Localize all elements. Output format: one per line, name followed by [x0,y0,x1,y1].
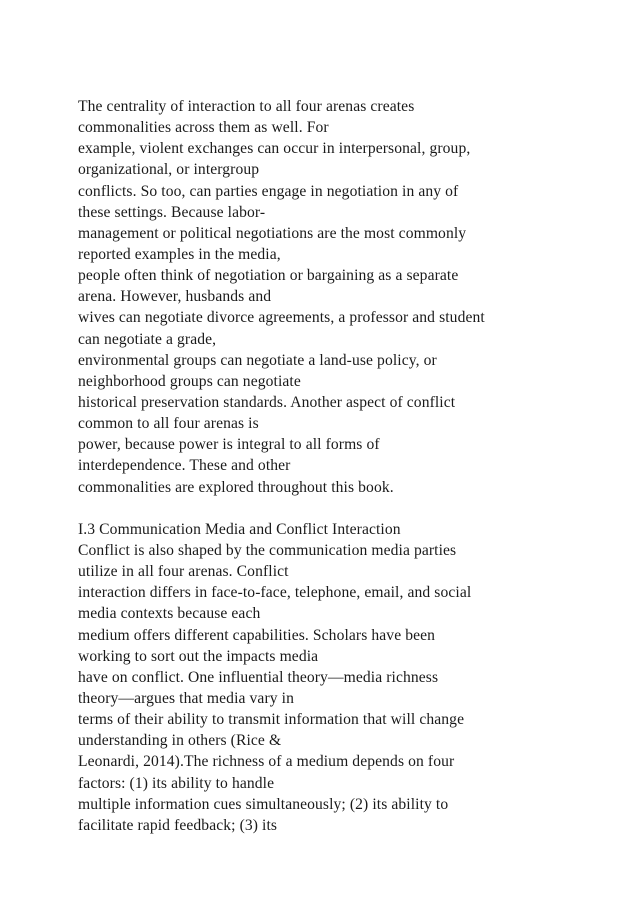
text-line: utilize in all four arenas. Conflict [78,563,289,581]
text-line: arena. However, husbands and [78,288,272,306]
text-line: reported examples in the media, [78,245,281,263]
text-line: management or political negotiations are the most commonly [78,224,467,242]
text-line: media contexts because each [78,605,261,623]
paragraph-2 [78,540,598,836]
text-line: terms of their ability to transmit information that will change [78,711,465,729]
text-line: theory—argues that media vary in [78,689,294,707]
text-line: wives can negotiate divorce agreements, a professor and student [78,309,485,327]
text-line: example, violent exchanges can occur in interpersonal, group, [78,140,471,158]
document-body [78,96,598,836]
text-line: The centrality of interaction to all four arenas creates [78,98,415,115]
section-heading: I.3 Communication Media and Conflict Interaction [78,520,401,538]
text-line: Leonardi, 2014).The richness of a medium depends on four [78,753,455,771]
text-line: medium offers different capabilities. Scholars have been [78,626,436,644]
text-line: understanding in others (Rice & [78,732,282,750]
text-line: organizational, or intergroup [78,161,260,179]
text-line: environmental groups can negotiate a land-use policy, or [78,351,437,369]
text-line: working to sort out the impacts media [78,647,319,665]
text-line: interaction differs in face-to-face, telephone, email, and social [78,584,472,602]
text-line: historical preservation standards. Another aspect of conflict [78,393,456,411]
text-line: facilitate rapid feedback; (3) its [78,816,278,834]
text-line: neighborhood groups can negotiate [78,372,301,390]
text-line: conflicts. So too, can parties engage in negotiation in any of [78,182,459,200]
text-line: Conflict is also shaped by the communication media parties [78,541,457,559]
text-line: interdependence. These and other [78,457,291,475]
text-line: commonalities across them as well. For [78,119,329,137]
text-line: factors: (1) its ability to handle [78,774,275,792]
text-line: these settings. Because labor- [78,203,266,221]
text-line: can negotiate a grade, [78,330,217,348]
text-line: multiple information cues simultaneously; (2) its ability to [78,795,449,813]
text-line: commonalities are explored throughout this book. [78,478,394,496]
text-line: people often think of negotiation or bargaining as a separate [78,267,459,285]
text-line: common to all four arenas is [78,415,259,433]
paragraph-1 [78,96,598,498]
text-line: power, because power is integral to all forms of [78,436,380,454]
paragraph-spacer [78,498,598,519]
text-line: have on conflict. One influential theory—media richness [78,668,439,686]
